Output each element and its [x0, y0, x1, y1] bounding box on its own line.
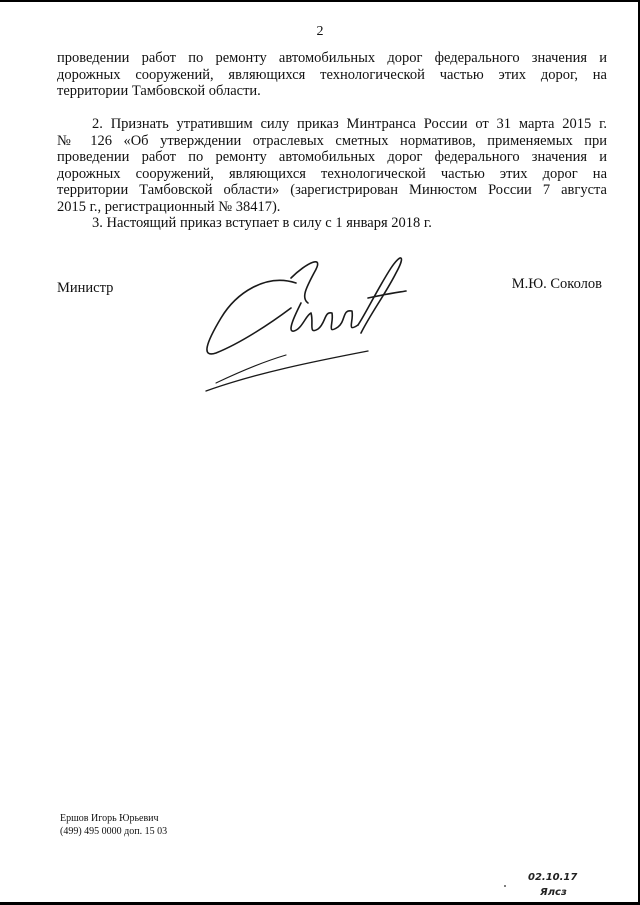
- signatory-title: Министр: [57, 280, 114, 296]
- text-line: территории Тамбовской области.: [57, 83, 261, 100]
- text-line: проведении работ по ремонту автомобильных дорог федерального значения и: [57, 149, 607, 166]
- text-line: дорожных сооружений, являющихся технологической частью этих дорог на: [57, 165, 607, 182]
- text-line: 3. Настоящий приказ вступает в силу с 1 января 2018 г.: [92, 215, 432, 231]
- text-line: 2015 г., регистрационный № 38417).: [57, 198, 281, 215]
- text-line: № 126 «Об утверждении отраслевых сметных нормативов, применяемых при: [57, 132, 607, 149]
- page-number: 2: [316, 24, 324, 39]
- text-line: 2. Признать утратившим силу приказ Минтранса России от 31 марта 2015 г.: [92, 116, 607, 132]
- paragraph-continuation: [57, 50, 607, 100]
- paragraph-3: [57, 215, 607, 232]
- executor-name: Ершов Игорь Юрьевич: [60, 813, 159, 824]
- executor-contact: [60, 812, 167, 838]
- signatory-name: М.Ю. Соколов: [511, 276, 602, 292]
- handwritten-initials: Ялсз: [540, 887, 567, 898]
- text-line: проведении работ по ремонту автомобильных дорог федерального значения и: [57, 50, 607, 66]
- text-line: территории Тамбовской области» (зарегистрирован Минюстом России 7 августа: [57, 182, 607, 199]
- handwritten-date-note: [520, 868, 595, 900]
- text-line: дорожных сооружений, являющихся технологической частью этих дорог, на: [57, 66, 607, 83]
- handwritten-signature: [196, 243, 416, 398]
- scan-speck: [504, 885, 506, 887]
- executor-phone: (499) 495 0000 доп. 15 03: [60, 826, 168, 837]
- handwritten-date: 02.10.17: [528, 872, 578, 883]
- paragraph-2: [57, 116, 607, 216]
- scan-border-top: [0, 0, 640, 2]
